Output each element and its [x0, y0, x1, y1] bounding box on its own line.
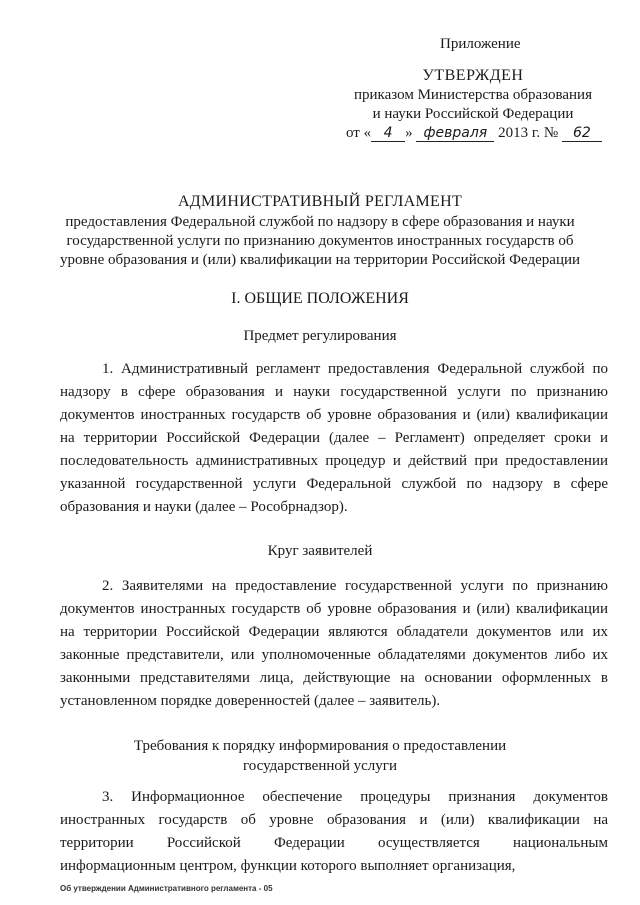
- paragraph-1: 1. Административный регламент предоставления Федеральной службой по надзору в сфере образования и науки государственной услуги по признанию документов иностранных государств об уровне образования и (или) квалификации на территории Российской Федерации (далее – Регламент) определяет сроки и последовательность административных процедур и действий при предоставлении указанной государственной услуги Федеральной службой по надзору в сфере образования и науки (далее – Рособрнадзор).: [60, 361, 608, 515]
- order-line-2: и науки Российской Федерации: [372, 106, 574, 122]
- subheading-requirements: [40, 736, 600, 776]
- footer-caption: Об утверждении Административного регламента - 05: [60, 884, 273, 893]
- date-prefix: от «: [346, 125, 372, 141]
- document-title: АДМИНИСТРАТИВНЫЙ РЕГЛАМЕНТ: [177, 193, 463, 210]
- title-line-1: предоставления Федеральной службой по надзору в сфере образования и науки: [65, 214, 575, 230]
- order-number-handwritten: 62: [562, 125, 602, 142]
- subheading-subject: Предмет регулирования: [243, 328, 397, 344]
- section-heading: I. ОБЩИЕ ПОЛОЖЕНИЯ: [231, 290, 409, 307]
- date-month-handwritten: февраля: [416, 125, 494, 142]
- paragraph-3: 3. Информационное обеспечение процедуры признания документов иностранных государств об уровне образования и (или) квалификации на территории Российской Федерации осуществляется национальным информационным центром, функции которого выполняет организация,: [60, 789, 608, 874]
- approved-label: УТВЕРЖДЕН: [422, 67, 524, 84]
- paragraph-2: 2. Заявителями на предоставление государственной услуги по признанию документов иностранных государств об уровне образования и (или) квалификации на территории Российской Федерации являются обладатели документов или их законные представители, или уполномоченные обладателями документов либо их законными представителями лица, действующие на основании оформленных в установленном порядке доверенностей (далее – заявитель).: [60, 578, 608, 709]
- subheading-applicants: Круг заявителей: [267, 543, 373, 559]
- subheading-requirements-line-1: Требования к порядку информирования о предоставлении: [133, 738, 507, 754]
- title-line-3: уровне образования и (или) квалификации на территории Российской Федерации: [59, 252, 581, 268]
- subheading-requirements-line-2: государственной услуги: [243, 758, 397, 774]
- appendix-label: Приложение: [440, 36, 521, 52]
- order-date-line: [342, 124, 604, 143]
- document-title-block: [40, 192, 600, 270]
- title-line-2: государственной услуги по признанию документов иностранных государств об: [66, 233, 574, 249]
- approval-block: [342, 66, 604, 143]
- date-day-handwritten: 4: [371, 125, 405, 142]
- date-mid: »: [405, 125, 413, 141]
- date-year: 2013 г. №: [498, 125, 559, 141]
- order-line-1: приказом Министерства образования: [354, 87, 592, 103]
